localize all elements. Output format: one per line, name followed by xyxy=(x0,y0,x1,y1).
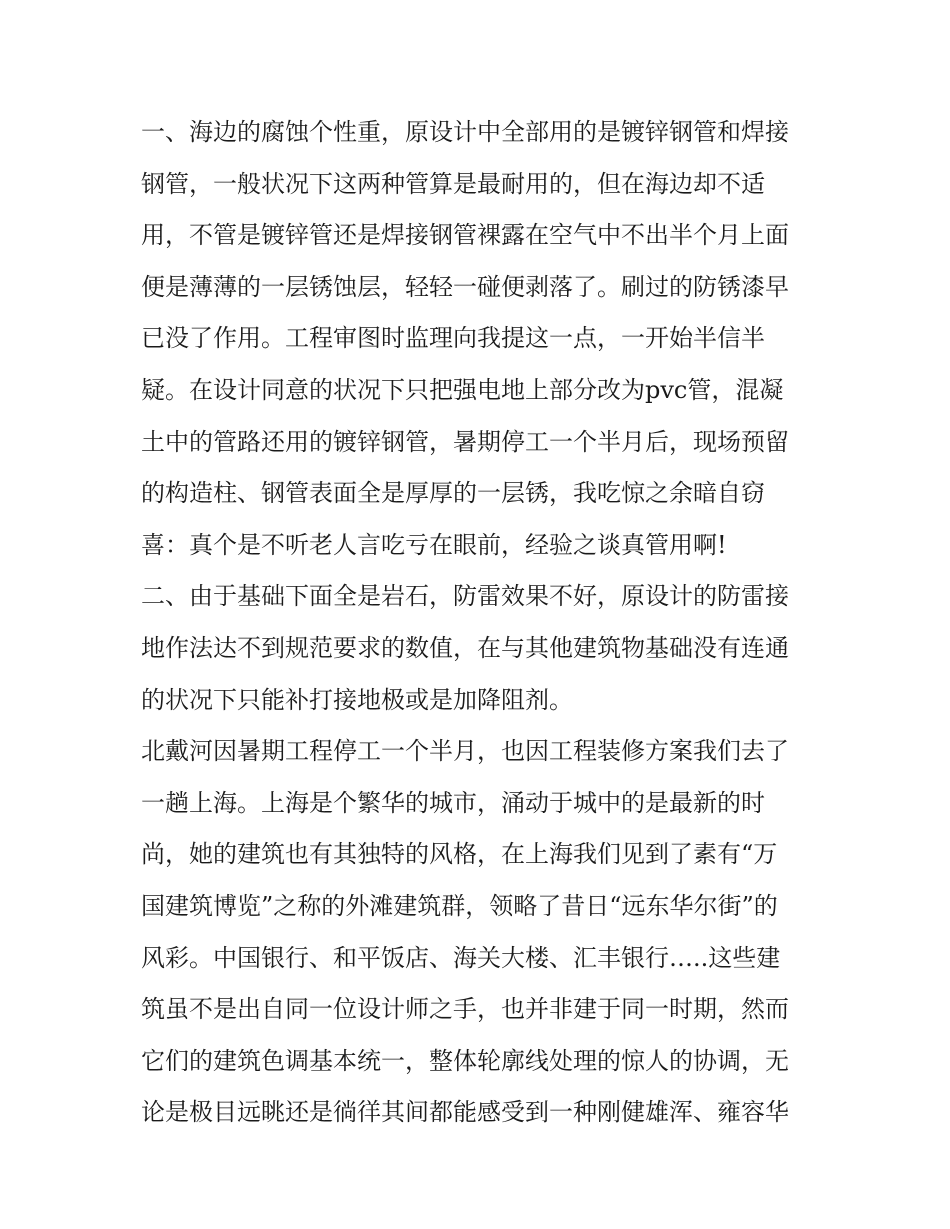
text-line-13: 北戴河因暑期工程停工一个半月，也因工程装修方案我们去了 xyxy=(141,737,789,766)
text-line-17: 风彩。中国银行、和平饭店、海关大楼、汇丰银行…..这些建 xyxy=(141,943,781,972)
text-line-3: 用，不管是镀锌管还是焊接钢管裸露在空气中不出半个月上面 xyxy=(141,221,789,250)
text-line-7: 土中的管路还用的镀锌钢管，暑期停工一个半月后，现场预留 xyxy=(141,427,789,456)
text-line-6: 疑。在设计同意的状况下只把强电地上部分改为pvc管，混凝 xyxy=(141,375,784,404)
text-line-2: 钢管，一般状况下这两种管算是最耐用的，但在海边却不适 xyxy=(141,169,765,198)
text-line-11: 地作法达不到规范要求的数值，在与其他建筑物基础没有连通 xyxy=(141,633,789,662)
text-line-12: 的状况下只能补打接地极或是加降阻剂。 xyxy=(141,685,573,714)
text-line-8: 的构造柱、钢管表面全是厚厚的一层锈，我吃惊之余暗自窃 xyxy=(141,479,765,508)
text-line-15: 尚，她的建筑也有其独特的风格，在上海我们见到了素有“万 xyxy=(141,840,778,869)
text-line-14: 一趟上海。上海是个繁华的城市，涌动于城中的是最新的时 xyxy=(141,788,765,817)
text-line-16: 国建筑博览”之称的外滩建筑群，领略了昔日“远东华尔街”的 xyxy=(141,891,778,920)
text-line-1: 一、海边的腐蚀个性重，原设计中全部用的是镀锌钢管和焊接 xyxy=(141,118,789,146)
text-line-4: 便是薄薄的一层锈蚀层，轻轻一碰便剥落了。刷过的防锈漆早 xyxy=(141,272,789,301)
document-body xyxy=(141,107,821,1139)
text-line-19: 它们的建筑色调基本统一，整体轮廓线处理的惊人的协调，无 xyxy=(141,1046,789,1075)
text-line-5: 已没了作用。工程审图时监理向我提这一点，一开始半信半 xyxy=(141,324,765,353)
text-line-18: 筑虽不是出自同一位设计师之手，也并非建于同一时期，然而 xyxy=(141,995,789,1024)
text-line-10: 二、由于基础下面全是岩石，防雷效果不好，原设计的防雷接 xyxy=(141,582,789,611)
text-line-9: 喜：真个是不听老人言吃亏在眼前，经验之谈真管用啊! xyxy=(141,530,727,559)
text-line-20: 论是极目远眺还是徜徉其间都能感受到一种刚健雄浑、雍容华 xyxy=(141,1098,789,1127)
